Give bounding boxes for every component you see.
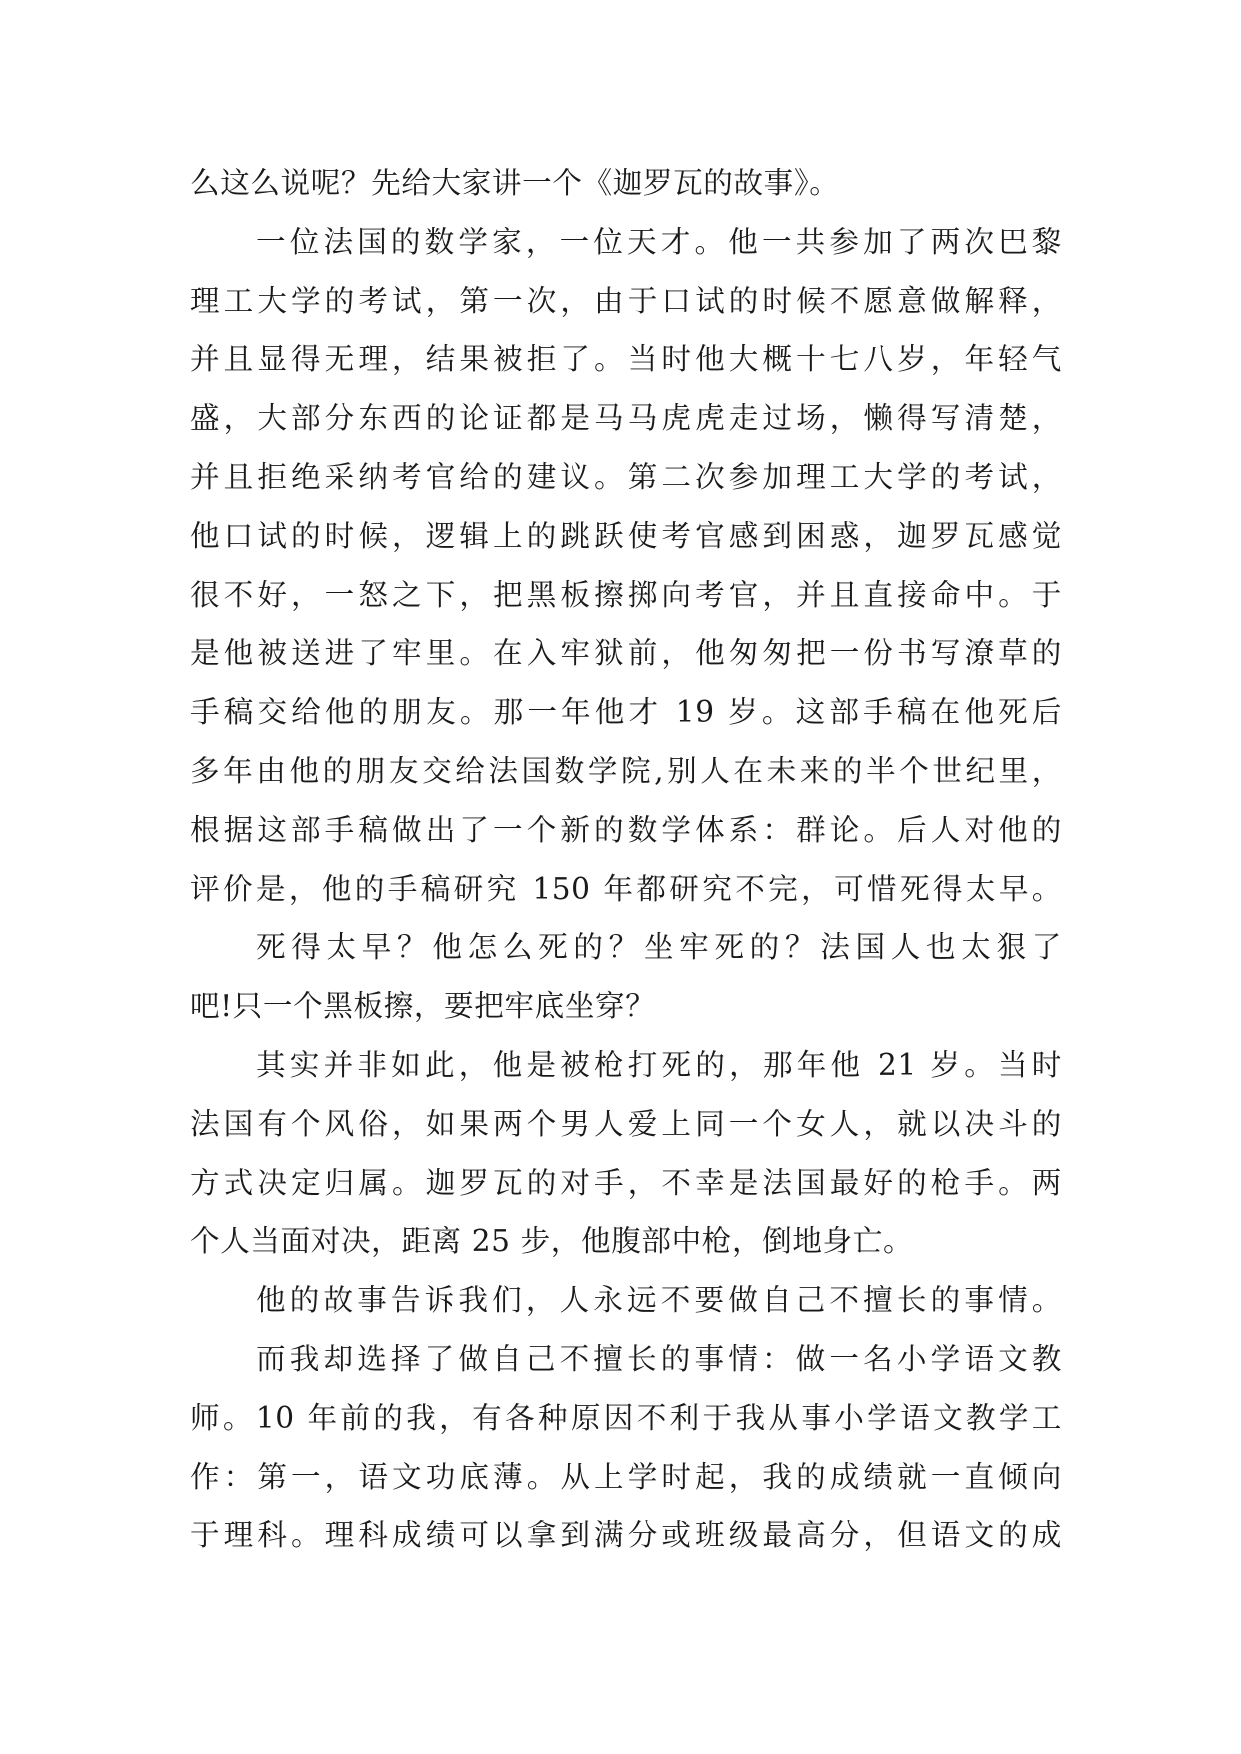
text-line: 而我却选择了做自己不擅长的事情：做一名小学语文教 xyxy=(256,1341,1062,1376)
text-line: 多年由他的朋友交给法国数学院,别人在未来的半个世纪里， xyxy=(190,753,1062,788)
text-line: 他口试的时候，逻辑上的跳跃使考官感到困惑，迦罗瓦感觉 xyxy=(190,518,1062,553)
text-line: 是他被送进了牢里。在入牢狱前，他匆匆把一份书写潦草的 xyxy=(190,636,1062,671)
text-line: 方式决定归属。迦罗瓦的对手，不幸是法国最好的枪手。两 xyxy=(190,1165,1062,1200)
text-line: 么这么说呢？先给大家讲一个《迦罗瓦的故事》。 xyxy=(190,166,840,200)
text-line: 吧!只一个黑板擦，要把牢底坐穿？ xyxy=(190,989,656,1024)
text-line: 法国有个风俗，如果两个男人爱上同一个女人，就以决斗的 xyxy=(190,1106,1062,1141)
text-line: 死得太早？他怎么死的？坐牢死的？法国人也太狠了 xyxy=(256,930,1062,965)
text-line: 并且拒绝采纳考官给的建议。第二次参加理工大学的考试， xyxy=(190,459,1062,494)
text-line: 于理科。理科成绩可以拿到满分或班级最高分，但语文的成 xyxy=(190,1518,1062,1553)
text-line: 根据这部手稿做出了一个新的数学体系：群论。后人对他的 xyxy=(190,812,1062,847)
text-line: 盛，大部分东西的论证都是马马虎虎走过场，懒得写清楚， xyxy=(190,401,1062,436)
document-body xyxy=(190,154,1062,1565)
text-line: 其实并非如此，他是被枪打死的，那年他 21 岁。当时 xyxy=(256,1047,1062,1082)
text-line: 手稿交给他的朋友。那一年他才 19 岁。这部手稿在他死后 xyxy=(190,695,1062,730)
text-line: 很不好，一怒之下，把黑板擦掷向考官，并且直接命中。于 xyxy=(190,577,1062,612)
text-line: 作：第一，语文功底薄。从上学时起，我的成绩就一直倾向 xyxy=(190,1459,1062,1494)
text-line: 个人当面对决，距离 25 步，他腹部中枪，倒地身亡。 xyxy=(190,1224,914,1259)
text-line: 评价是，他的手稿研究 150 年都研究不完，可惜死得太早。 xyxy=(190,871,1062,906)
text-line: 师。10 年前的我，有各种原因不利于我从事小学语文教学工 xyxy=(190,1400,1062,1435)
text-line: 他的故事告诉我们，人永远不要做自己不擅长的事情。 xyxy=(256,1283,1062,1318)
text-line: 理工大学的考试，第一次，由于口试的时候不愿意做解释， xyxy=(190,283,1062,318)
text-line: 并且显得无理，结果被拒了。当时他大概十七八岁，年轻气 xyxy=(190,342,1062,377)
text-line: 一位法国的数学家，一位天才。他一共参加了两次巴黎 xyxy=(256,224,1062,259)
